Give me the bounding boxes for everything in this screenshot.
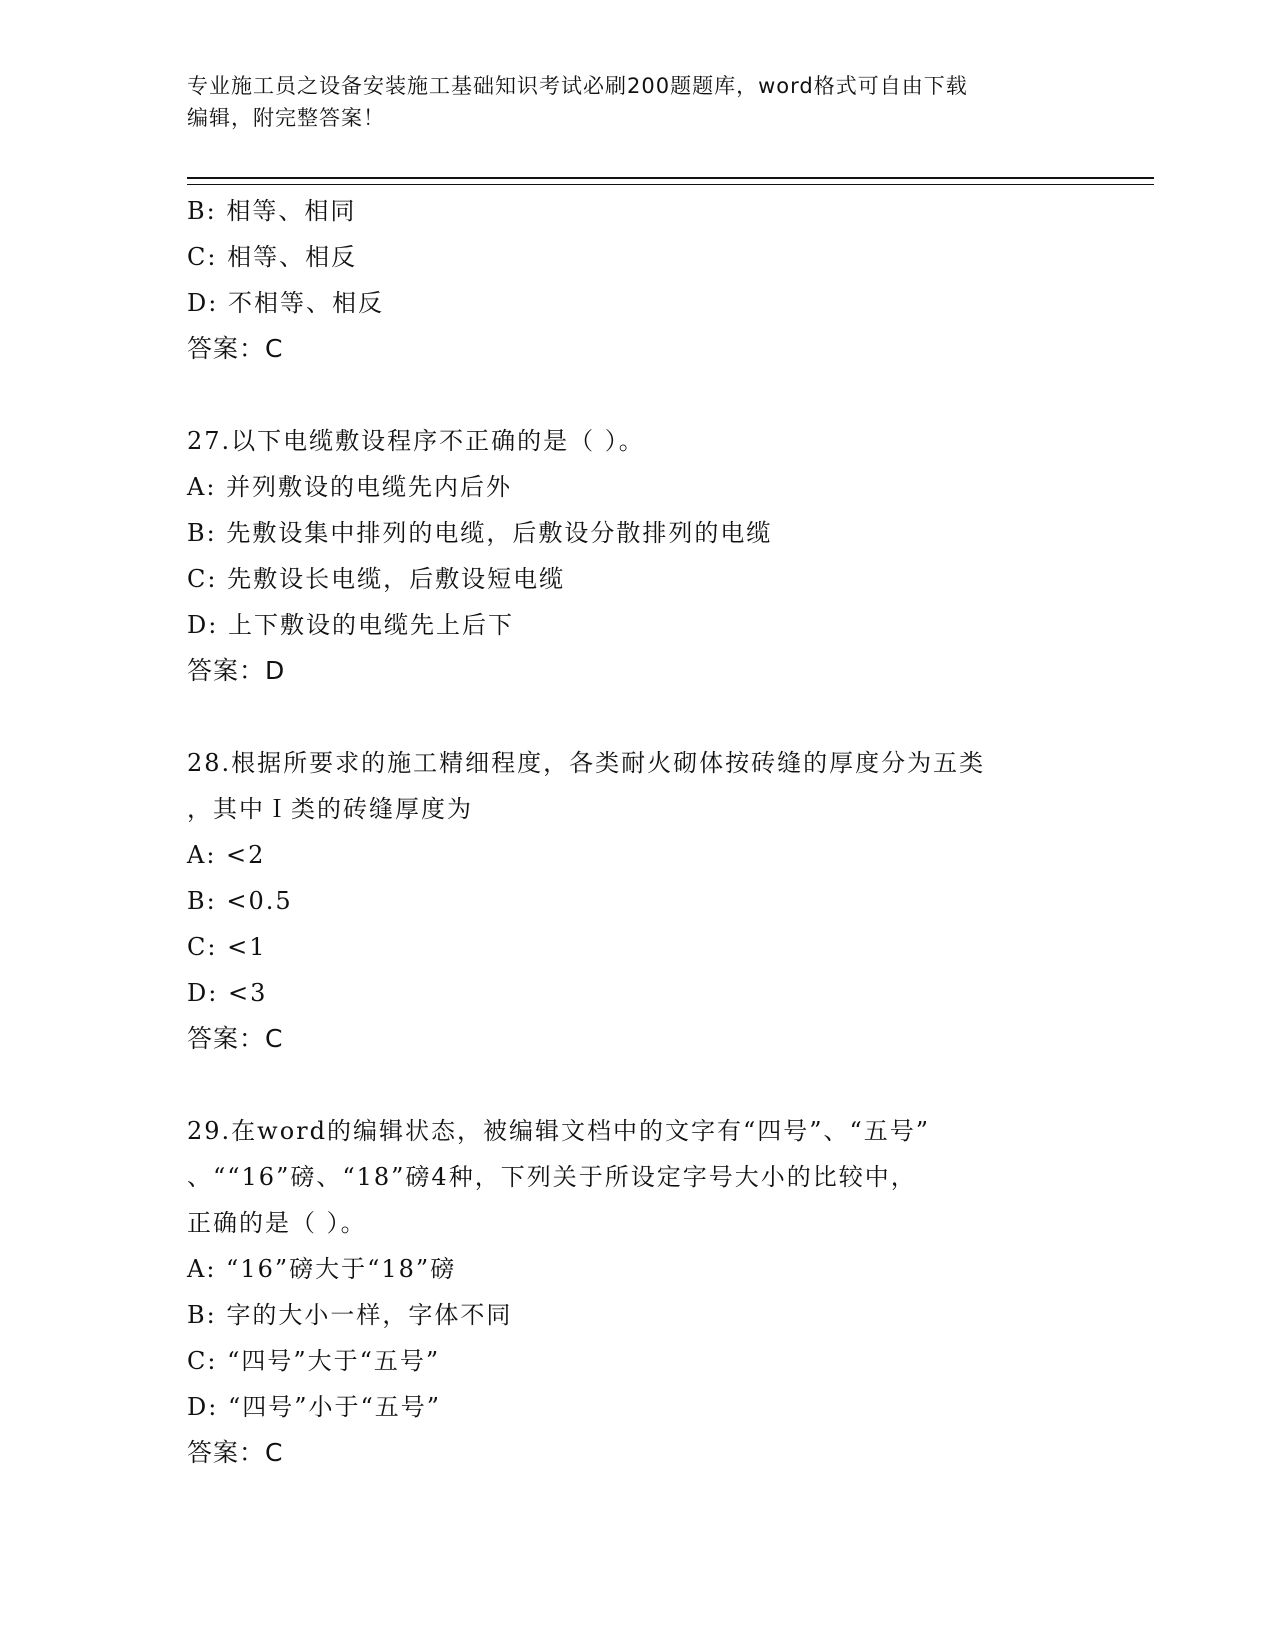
question-stem-continued: 、““16”磅、“18”磅4种，下列关于所设定字号大小的比较中， [187, 1163, 917, 1191]
option-c: C: <1 [187, 933, 267, 961]
question-stem: 27.以下电缆敷设程序不正确的是（ ）。 [187, 427, 645, 455]
question-block-29 [187, 1108, 1087, 1476]
question-stem-continued: 正确的是（ ）。 [187, 1209, 367, 1237]
option-a: A: “16”磅大于“18”磅 [187, 1255, 457, 1283]
header-title-line-1: 专业施工员之设备安装施工基础知识考试必刷200题题库，word格式可自由下载 [187, 74, 968, 98]
option-c: C: “四号”大于“五号” [187, 1347, 441, 1375]
header-divider [187, 177, 1154, 185]
option-d: D: 不相等、相反 [187, 289, 384, 317]
option-d: D: 上下敷设的电缆先上后下 [187, 611, 514, 639]
option-a: A: <2 [187, 841, 266, 869]
option-d: D: “四号”小于“五号” [187, 1393, 442, 1421]
option-b: B: 相等、相同 [187, 197, 357, 225]
option-b: B: <0.5 [187, 887, 293, 915]
question-list [187, 188, 1087, 1476]
answer-line: 答案：C [187, 1438, 284, 1467]
question-stem-continued: ，其中Ｉ类的砖缝厚度为 [187, 795, 473, 823]
question-block-27 [187, 418, 1087, 694]
question-block-28 [187, 740, 1087, 1062]
document-header [187, 70, 1067, 134]
option-a: A: 并列敷设的电缆先内后外 [187, 473, 513, 501]
option-b: B: 先敷设集中排列的电缆，后敷设分散排列的电缆 [187, 519, 773, 547]
option-b: B: 字的大小一样，字体不同 [187, 1301, 513, 1329]
question-block-26 [187, 188, 1087, 372]
answer-line: 答案：D [187, 656, 286, 685]
answer-line: 答案：C [187, 1024, 284, 1053]
answer-line: 答案：C [187, 334, 284, 363]
question-stem: 29.在word的编辑状态，被编辑文档中的文字有“四号”、“五号” [187, 1117, 931, 1145]
question-stem: 28.根据所要求的施工精细程度，各类耐火砌体按砖缝的厚度分为五类 [187, 749, 986, 777]
option-d: D: <3 [187, 979, 268, 1007]
option-c: C: 先敷设长电缆，后敷设短电缆 [187, 565, 566, 593]
option-c: C: 相等、相反 [187, 243, 358, 271]
header-title-line-2: 编辑，附完整答案！ [187, 106, 385, 130]
